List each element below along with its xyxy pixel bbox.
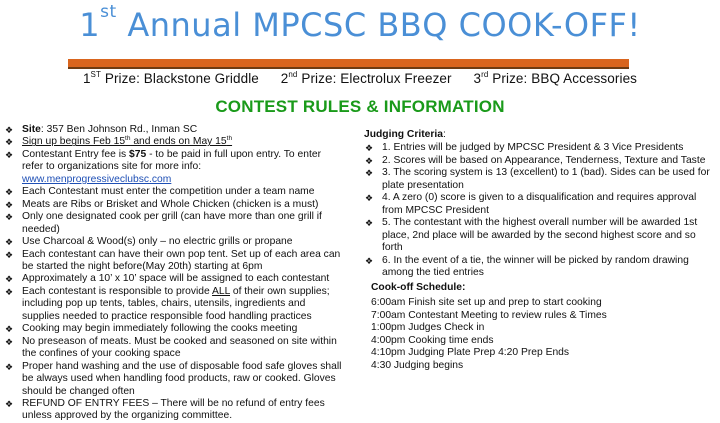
prize-first: 1ST Prize: Blackstone Griddle bbox=[82, 70, 259, 86]
diamond-bullet-icon: ❖ bbox=[364, 218, 374, 229]
prizes-line bbox=[0, 71, 720, 86]
diamond-bullet-icon: ❖ bbox=[364, 168, 374, 179]
rules-heading: CONTEST RULES & INFORMATION bbox=[215, 97, 505, 116]
diamond-bullet-icon: ❖ bbox=[364, 143, 374, 154]
rule-site: ❖ Site: 357 Ben Johnson Rd., Inman SC bbox=[4, 124, 198, 135]
diamond-bullet-icon: ❖ bbox=[4, 187, 14, 198]
diamond-bullet-icon: ❖ bbox=[364, 193, 374, 204]
title-underline-bar bbox=[68, 59, 629, 69]
schedule-row: 4:30 Judging begins bbox=[371, 359, 464, 371]
organization-link[interactable]: www.menprogressiveclubsc.com bbox=[22, 173, 172, 185]
diamond-bullet-icon: ❖ bbox=[364, 155, 374, 166]
page-title bbox=[0, 2, 720, 44]
diamond-bullet-icon: ❖ bbox=[4, 137, 14, 148]
diamond-bullet-icon: ❖ bbox=[4, 361, 14, 372]
diamond-bullet-icon: ❖ bbox=[364, 255, 374, 266]
rule-signup: ❖ Sign up begins Feb 15th and ends on May 15th bbox=[4, 135, 233, 148]
title-text: Annual MPCSC BBQ COOK-OFF! bbox=[116, 6, 641, 44]
rule-item: ❖ Use Charcoal & Wood(s) only – no electric grills or propane bbox=[4, 236, 293, 248]
rule-item: ❖ No preseason of meats. Must be cooked and seasoned on site within the confines of your cooking space bbox=[4, 335, 337, 360]
diamond-bullet-icon: ❖ bbox=[4, 212, 14, 223]
judging-item: ❖ 4. A zero (0) score is given to a disqualification and requires approval from MPCSC President bbox=[364, 192, 697, 216]
diamond-bullet-icon: ❖ bbox=[4, 237, 14, 248]
diamond-bullet-icon: ❖ bbox=[4, 125, 14, 135]
judging-criteria-label: Judging Criteria: bbox=[364, 129, 446, 140]
diamond-bullet-icon: ❖ bbox=[4, 199, 14, 210]
diamond-bullet-icon: ❖ bbox=[4, 249, 14, 260]
schedule-row: 7:00am Contestant Meeting to review rules & Times bbox=[371, 309, 607, 321]
judging-item: ❖ 2. Scores will be based on Appearance, Tenderness, Texture and Taste bbox=[364, 154, 706, 166]
title-ordinal: 1 bbox=[79, 6, 101, 44]
diamond-bullet-icon: ❖ bbox=[4, 274, 14, 285]
judging-item: ❖ 1. Entries will be judged by MPCSC President & 3 Vice Presidents bbox=[364, 142, 684, 154]
schedule-heading: Cook-off Schedule: bbox=[371, 282, 466, 293]
title-ordinal-suffix: st bbox=[100, 2, 117, 22]
rule-item: ❖ Only one designated cook per grill (can have more than one grill if needed) bbox=[4, 211, 322, 235]
judging-criteria bbox=[364, 129, 714, 279]
rule-entry-fee: ❖ Contestant Entry fee is $75 - to be paid in full upon entry. To enter refer to organizations site for more info: www.menprogressiveclubsc.com bbox=[4, 148, 321, 185]
cookoff-schedule bbox=[371, 282, 701, 372]
rule-item: ❖ REFUND OF ENTRY FEES – There will be no refund of entry fees unless approved by the organizing committee. bbox=[4, 397, 325, 422]
prize-second: 2nd Prize: Electrolux Freezer bbox=[280, 70, 452, 86]
rule-item: ❖ Meats are Ribs or Brisket and Whole Chicken (chicken is a must) bbox=[4, 198, 319, 210]
diamond-bullet-icon: ❖ bbox=[4, 149, 14, 160]
schedule-row: 1:00pm Judges Check in bbox=[371, 322, 485, 334]
judging-item: ❖ 5. The contestant with the highest overall number will be awarded 1st place, 2nd place will be awarded by the second highest score and so forth bbox=[364, 217, 698, 254]
schedule-row: 4:00pm Cooking time ends bbox=[371, 334, 494, 346]
diamond-bullet-icon: ❖ bbox=[4, 336, 14, 347]
rule-item: ❖ Proper hand washing and the use of disposable food safe gloves shall be always used when handling food products, raw or cooked. Gloves should be changed often bbox=[4, 360, 342, 397]
rule-item: ❖ Each contestant can have their own pop tent. Set up of each area can be started the night before(May 20th) starting at 6pm bbox=[4, 248, 341, 272]
judging-item: ❖ 3. The scoring system is 13 (excellent) to 1 (bad). Sides can be used for plate presentation bbox=[364, 167, 710, 191]
diamond-bullet-icon: ❖ bbox=[4, 324, 14, 335]
schedule-row: 6:00am Finish site set up and prep to start cooking bbox=[371, 297, 602, 309]
schedule-row: 4:10pm Judging Plate Prep 4:20 Prep Ends bbox=[371, 347, 570, 359]
rules-list bbox=[4, 124, 344, 423]
rule-item: ❖ Approximately a 10’ x 10’ space will be assigned to each contestant bbox=[4, 273, 330, 285]
rule-item: ❖ Each contestant is responsible to provide ALL of their own supplies; including pop up tents, tables, chairs, utensils, ingredients and supplies needed to practice responsible food handling practices bbox=[4, 285, 330, 322]
judging-item: ❖ 6. In the event of a tie, the winner will be picked by random drawing among the tied entries bbox=[364, 254, 689, 278]
diamond-bullet-icon: ❖ bbox=[4, 398, 14, 409]
diamond-bullet-icon: ❖ bbox=[4, 286, 14, 297]
prize-third: 3rd Prize: BBQ Accessories bbox=[473, 70, 638, 86]
rule-item: ❖ Cooking may begin immediately following the cooks meeting bbox=[4, 323, 298, 335]
rule-item: ❖ Each Contestant must enter the competition under a team name bbox=[4, 186, 315, 198]
